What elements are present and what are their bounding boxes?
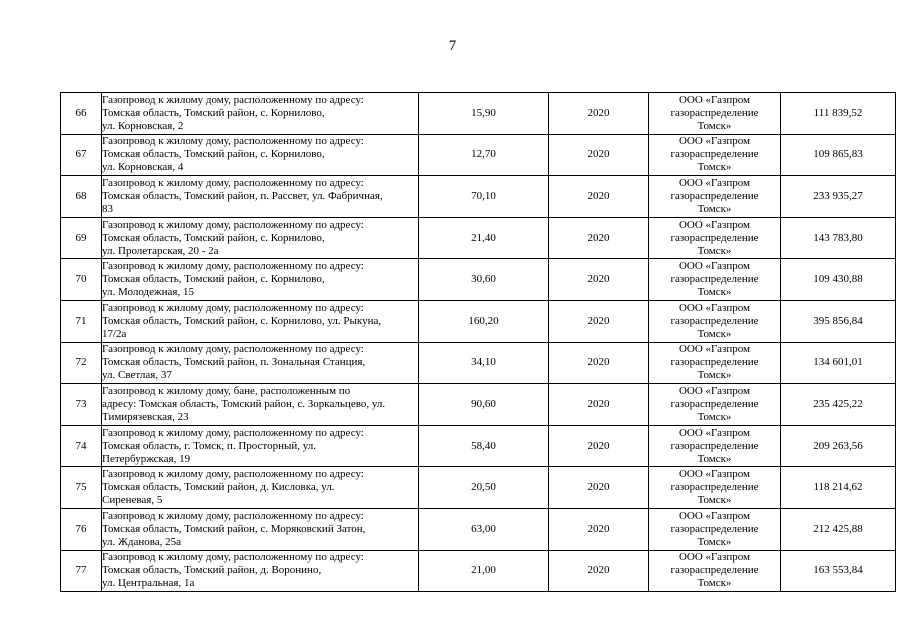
owner-line: Томск» bbox=[697, 327, 732, 340]
description-line: Томская область, Томский район, с. Моряковский Затон, bbox=[102, 522, 366, 535]
commission-year: 2020 bbox=[549, 508, 649, 550]
owner-line: ООО «Газпром bbox=[678, 93, 751, 106]
page-number: 7 bbox=[448, 38, 457, 54]
commission-year: 2020 bbox=[549, 217, 649, 259]
row-number: 68 bbox=[61, 176, 102, 218]
description-line: Петербуржская, 19 bbox=[102, 452, 191, 465]
owner-line: газораспределение bbox=[670, 106, 759, 119]
table-row bbox=[61, 217, 896, 259]
description-line: ул. Корновская, 2 bbox=[102, 119, 184, 132]
table-row bbox=[61, 384, 896, 426]
description-line: Томская область, Томский район, д. Воронино, bbox=[102, 564, 322, 577]
description-line: Сиреневая, 5 bbox=[102, 494, 163, 507]
book-value: 163 553,84 bbox=[781, 550, 896, 592]
description-line: Газопровод к жилому дому, расположенному по адресу: bbox=[102, 301, 364, 314]
table-row bbox=[61, 508, 896, 550]
commission-year: 2020 bbox=[549, 134, 649, 176]
pipeline-length: 30,60 bbox=[419, 259, 549, 301]
object-description bbox=[102, 467, 419, 509]
pipeline-length: 58,40 bbox=[419, 425, 549, 467]
description-line: ул. Светлая, 37 bbox=[102, 369, 172, 382]
description-line: Тимирязевская, 23 bbox=[102, 410, 189, 423]
owner-line: газораспределение bbox=[670, 397, 759, 410]
pipeline-length: 20,50 bbox=[419, 467, 549, 509]
table-row bbox=[61, 134, 896, 176]
row-number: 75 bbox=[61, 467, 102, 509]
owner-organization bbox=[649, 342, 781, 384]
description-line: Газопровод к жилому дому, расположенному по адресу: bbox=[102, 93, 364, 106]
owner-line: ООО «Газпром bbox=[678, 468, 751, 481]
pipeline-length: 90,60 bbox=[419, 384, 549, 426]
owner-organization bbox=[649, 134, 781, 176]
description-line: Томская область, Томский район, с. Корнилово, bbox=[102, 148, 325, 161]
commission-year: 2020 bbox=[549, 176, 649, 218]
pipeline-length: 21,00 bbox=[419, 550, 549, 592]
table-row bbox=[61, 467, 896, 509]
description-line: ул. Пролетарская, 20 - 2а bbox=[102, 244, 219, 257]
pipeline-length: 160,20 bbox=[419, 300, 549, 342]
commission-year: 2020 bbox=[549, 467, 649, 509]
object-description bbox=[102, 300, 419, 342]
description-line: Томская область, Томский район, с. Корнилово, bbox=[102, 106, 325, 119]
table-row bbox=[61, 176, 896, 218]
description-line: Газопровод к жилому дому, расположенному по адресу: bbox=[102, 260, 364, 273]
owner-line: Томск» bbox=[697, 577, 732, 590]
owner-line: газораспределение bbox=[670, 314, 759, 327]
description-line: Томская область, г. Томск, п. Просторный, ул. bbox=[102, 439, 317, 452]
owner-line: ООО «Газпром bbox=[678, 301, 751, 314]
owner-line: ООО «Газпром bbox=[678, 218, 751, 231]
owner-organization bbox=[649, 259, 781, 301]
description-line: Газопровод к жилому дому, расположенному по адресу: bbox=[102, 135, 364, 148]
table-body bbox=[61, 93, 896, 592]
gas-pipeline-table bbox=[60, 92, 896, 592]
description-line: Томская область, Томский район, с. Корнилово, bbox=[102, 273, 325, 286]
commission-year: 2020 bbox=[549, 93, 649, 135]
row-number: 71 bbox=[61, 300, 102, 342]
table-row bbox=[61, 259, 896, 301]
description-line: Газопровод к жилому дому, расположенному по адресу: bbox=[102, 509, 364, 522]
description-line: ул. Жданова, 25а bbox=[102, 535, 182, 548]
commission-year: 2020 bbox=[549, 342, 649, 384]
book-value: 109 430,88 bbox=[781, 259, 896, 301]
description-line: ул. Молодежная, 15 bbox=[102, 286, 194, 299]
book-value: 235 425,22 bbox=[781, 384, 896, 426]
table-row bbox=[61, 342, 896, 384]
row-number: 66 bbox=[61, 93, 102, 135]
object-description bbox=[102, 508, 419, 550]
commission-year: 2020 bbox=[549, 259, 649, 301]
owner-organization bbox=[649, 467, 781, 509]
owner-line: Томск» bbox=[697, 494, 732, 507]
book-value: 209 263,56 bbox=[781, 425, 896, 467]
owner-organization bbox=[649, 425, 781, 467]
owner-organization bbox=[649, 550, 781, 592]
commission-year: 2020 bbox=[549, 425, 649, 467]
owner-line: газораспределение bbox=[670, 231, 759, 244]
row-number: 77 bbox=[61, 550, 102, 592]
owner-organization bbox=[649, 300, 781, 342]
row-number: 69 bbox=[61, 217, 102, 259]
owner-line: газораспределение bbox=[670, 356, 759, 369]
row-number: 73 bbox=[61, 384, 102, 426]
description-line: 17/2а bbox=[102, 327, 127, 340]
description-line: Газопровод к жилому дому, расположенному по адресу: bbox=[102, 343, 364, 356]
description-line: Газопровод к жилому дому, расположенному по адресу: bbox=[102, 176, 364, 189]
row-number: 74 bbox=[61, 425, 102, 467]
object-description bbox=[102, 93, 419, 135]
owner-organization bbox=[649, 93, 781, 135]
owner-line: Томск» bbox=[697, 286, 732, 299]
row-number: 70 bbox=[61, 259, 102, 301]
object-description bbox=[102, 217, 419, 259]
owner-line: газораспределение bbox=[670, 522, 759, 535]
pipeline-length: 12,70 bbox=[419, 134, 549, 176]
book-value: 109 865,83 bbox=[781, 134, 896, 176]
description-line: Томская область, Томский район, д. Кисловка, ул. bbox=[102, 481, 335, 494]
row-number: 72 bbox=[61, 342, 102, 384]
commission-year: 2020 bbox=[549, 550, 649, 592]
owner-line: ООО «Газпром bbox=[678, 426, 751, 439]
book-value: 134 601,01 bbox=[781, 342, 896, 384]
owner-line: Томск» bbox=[697, 202, 732, 215]
owner-line: газораспределение bbox=[670, 564, 759, 577]
owner-line: Томск» bbox=[697, 452, 732, 465]
object-description bbox=[102, 425, 419, 467]
book-value: 233 935,27 bbox=[781, 176, 896, 218]
owner-organization bbox=[649, 176, 781, 218]
object-description bbox=[102, 550, 419, 592]
table-row bbox=[61, 93, 896, 135]
owner-line: газораспределение bbox=[670, 189, 759, 202]
pipeline-length: 15,90 bbox=[419, 93, 549, 135]
pipeline-length: 21,40 bbox=[419, 217, 549, 259]
pipeline-length: 63,00 bbox=[419, 508, 549, 550]
owner-line: Томск» bbox=[697, 161, 732, 174]
description-line: Газопровод к жилому дому, расположенному по адресу: bbox=[102, 426, 364, 439]
owner-line: ООО «Газпром bbox=[678, 260, 751, 273]
owner-organization bbox=[649, 384, 781, 426]
owner-line: ООО «Газпром bbox=[678, 343, 751, 356]
owner-line: газораспределение bbox=[670, 439, 759, 452]
row-number: 76 bbox=[61, 508, 102, 550]
description-line: Томская область, Томский район, п. Рассвет, ул. Фабричная, bbox=[102, 189, 383, 202]
owner-line: Томск» bbox=[697, 244, 732, 257]
object-description bbox=[102, 259, 419, 301]
description-line: Томская область, Томский район, с. Корнилово, ул. Рыкуна, bbox=[102, 314, 382, 327]
row-number: 67 bbox=[61, 134, 102, 176]
owner-line: Томск» bbox=[697, 369, 732, 382]
table-row bbox=[61, 550, 896, 592]
object-description bbox=[102, 176, 419, 218]
pipeline-length: 70,10 bbox=[419, 176, 549, 218]
description-line: адресу: Томская область, Томский район, с. Зоркальцево, ул. bbox=[102, 397, 386, 410]
description-line: Газопровод к жилому дому, расположенному по адресу: bbox=[102, 468, 364, 481]
commission-year: 2020 bbox=[549, 384, 649, 426]
book-value: 212 425,88 bbox=[781, 508, 896, 550]
owner-line: ООО «Газпром bbox=[678, 551, 751, 564]
owner-line: ООО «Газпром bbox=[678, 176, 751, 189]
book-value: 118 214,62 bbox=[781, 467, 896, 509]
owner-organization bbox=[649, 217, 781, 259]
description-line: ул. Корновская, 4 bbox=[102, 161, 184, 174]
owner-line: ООО «Газпром bbox=[678, 135, 751, 148]
book-value: 395 856,84 bbox=[781, 300, 896, 342]
owner-line: Томск» bbox=[697, 410, 732, 423]
table-row bbox=[61, 425, 896, 467]
description-line: Газопровод к жилому дому, расположенному по адресу: bbox=[102, 551, 364, 564]
description-line: 83 bbox=[102, 202, 113, 215]
pipeline-length: 34,10 bbox=[419, 342, 549, 384]
book-value: 111 839,52 bbox=[781, 93, 896, 135]
owner-line: газораспределение bbox=[670, 148, 759, 161]
owner-line: газораспределение bbox=[670, 481, 759, 494]
commission-year: 2020 bbox=[549, 300, 649, 342]
owner-line: Томск» bbox=[697, 535, 732, 548]
owner-line: ООО «Газпром bbox=[678, 509, 751, 522]
owner-line: газораспределение bbox=[670, 273, 759, 286]
owner-organization bbox=[649, 508, 781, 550]
object-description bbox=[102, 384, 419, 426]
book-value: 143 783,80 bbox=[781, 217, 896, 259]
description-line: Газопровод к жилому дому, бане, расположенным по bbox=[102, 384, 351, 397]
owner-line: Томск» bbox=[697, 119, 732, 132]
description-line: Томская область, Томский район, п. Зональная Станция, bbox=[102, 356, 366, 369]
object-description bbox=[102, 134, 419, 176]
owner-line: ООО «Газпром bbox=[678, 384, 751, 397]
description-line: ул. Центральная, 1а bbox=[102, 577, 195, 590]
table-row bbox=[61, 300, 896, 342]
object-description bbox=[102, 342, 419, 384]
description-line: Томская область, Томский район, с. Корнилово, bbox=[102, 231, 325, 244]
description-line: Газопровод к жилому дому, расположенному по адресу: bbox=[102, 218, 364, 231]
